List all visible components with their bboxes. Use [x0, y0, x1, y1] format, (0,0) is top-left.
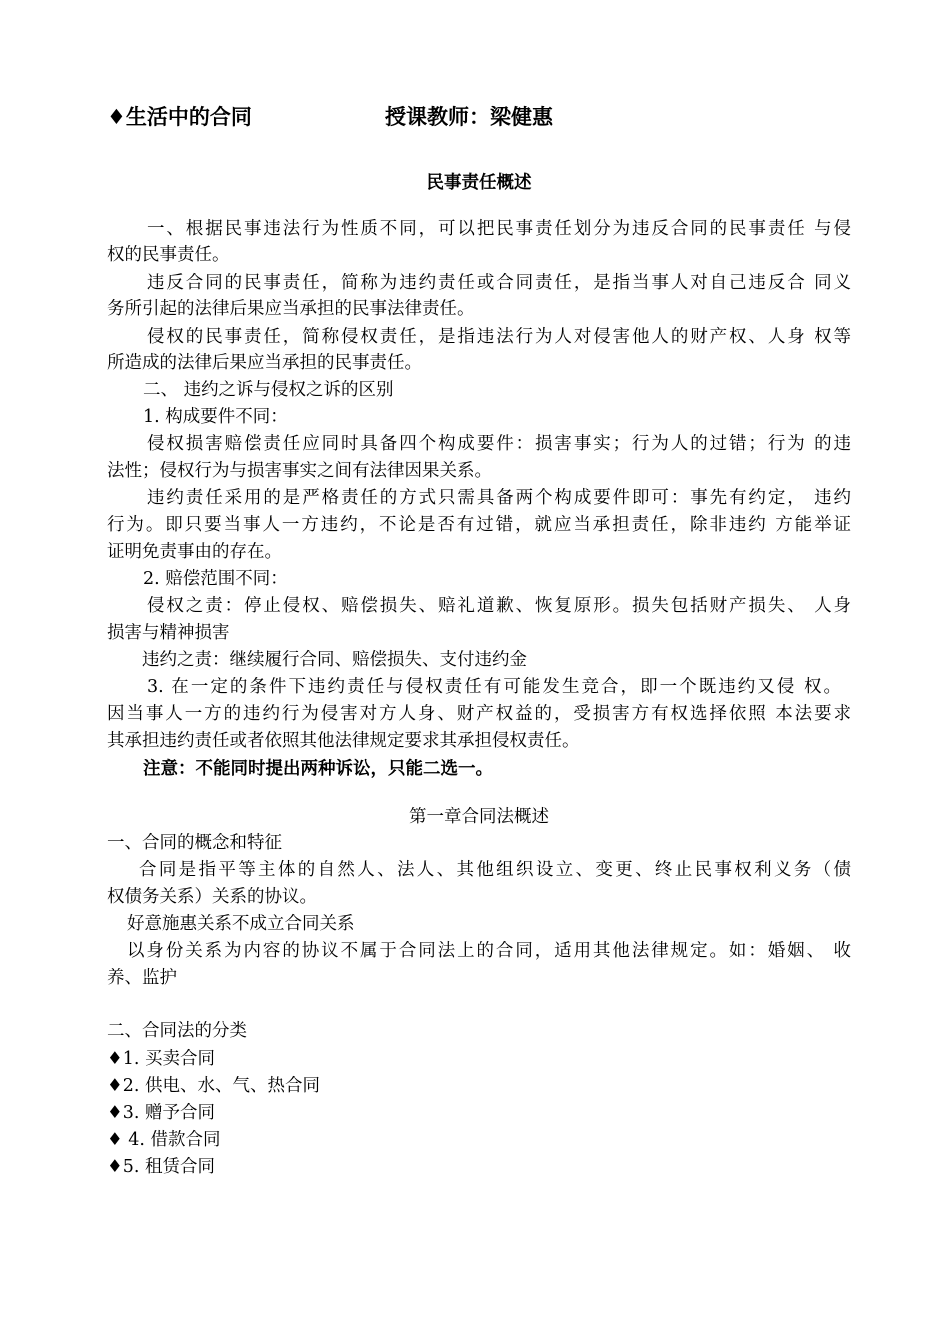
list-item: ♦ 4. 借款合同 [107, 1130, 221, 1150]
section-heading: 二、合同法的分类 [107, 1021, 247, 1041]
note-text: 注意：不能同时提出两种诉讼，只能二选一。 [143, 759, 493, 779]
paragraph-line: 侵权损害赔偿责任应同时具备四个构成要件：损害事实；行为人的过错；行为 的违 [147, 434, 851, 454]
paragraph-line: 以身份关系为内容的协议不属于合同法上的合同，适用其他法律规定。如：婚姻、 收 [127, 941, 851, 961]
paragraph-line: 证明免责事由的存在。 [107, 542, 282, 562]
paragraph-line: 法性；侵权行为与损害事实之间有法律因果关系。 [107, 461, 492, 481]
list-item: ♦3. 赠予合同 [107, 1103, 215, 1123]
paragraph-line: 3. 在一定的条件下违约责任与侵权责任有可能发生竞合，即一个既违约又侵 权。 [147, 677, 841, 697]
paragraph-line: 违约之责：继续履行合同、赔偿损失、支付违约金 [142, 650, 527, 670]
paragraph-line: 权的民事责任。 [107, 245, 230, 265]
paragraph-line: 其承担违约责任或者依照其他法律规定要求其承担侵权责任。 [107, 731, 580, 751]
paragraph-line: 一、合同的概念和特征 [107, 833, 282, 853]
list-item: ♦5. 租赁合同 [107, 1157, 215, 1177]
list-item: ♦1. 买卖合同 [107, 1049, 215, 1069]
teacher-name: 授课教师：梁健惠 [385, 105, 553, 129]
paragraph-line: 一、根据民事违法行为性质不同，可以把民事责任划分为违反合同的民事责任 与侵 [147, 219, 851, 239]
paragraph-line: 1. 构成要件不同： [143, 407, 288, 427]
paragraph-line: 损害与精神损害 [107, 623, 230, 643]
paragraph-line: 二、 违约之诉与侵权之诉的区别 [143, 380, 394, 400]
paragraph-line: 侵权之责：停止侵权、赔偿损失、赔礼道歉、恢复原形。损失包括财产损失、 人身 [147, 596, 851, 616]
paragraph-line: 行为。即只要当事人一方违约，不论是否有过错，就应当承担责任，除非违约 方能举证 [107, 515, 851, 535]
list-item: ♦2. 供电、水、气、热合同 [107, 1076, 320, 1096]
paragraph-line: 好意施惠关系不成立合同关系 [127, 914, 355, 934]
paragraph-line: 合同是指平等主体的自然人、法人、其他组织设立、变更、终止民事权利义务（债 [139, 860, 851, 880]
paragraph-line: 违反合同的民事责任，简称为违约责任或合同责任，是指当事人对自己违反合 同义 [147, 273, 851, 293]
paragraph-line: 因当事人一方的违约行为侵害对方人身、财产权益的，受损害方有权选择依照 本法要求 [107, 704, 851, 724]
paragraph-line: 侵权的民事责任，简称侵权责任，是指违法行为人对侵害他人的财产权、人身 权等 [147, 327, 851, 347]
paragraph-line: 养、监护 [107, 968, 177, 988]
course-title: ♦生活中的合同 [107, 105, 252, 129]
paragraph-line: 务所引起的法律后果应当承担的民事法律责任。 [107, 299, 475, 319]
paragraph-line: 违约责任采用的是严格责任的方式只需具备两个构成要件即可：事先有约定， 违约 [147, 488, 851, 508]
chapter-title: 第一章合同法概述 [409, 807, 549, 827]
paragraph-line: 权债务关系）关系的协议。 [107, 887, 317, 907]
paragraph-line: 所造成的法律后果应当承担的民事责任。 [107, 353, 422, 373]
paragraph-line: 2. 赔偿范围不同： [143, 569, 288, 589]
section-title-civil-liability: 民事责任概述 [426, 173, 532, 193]
